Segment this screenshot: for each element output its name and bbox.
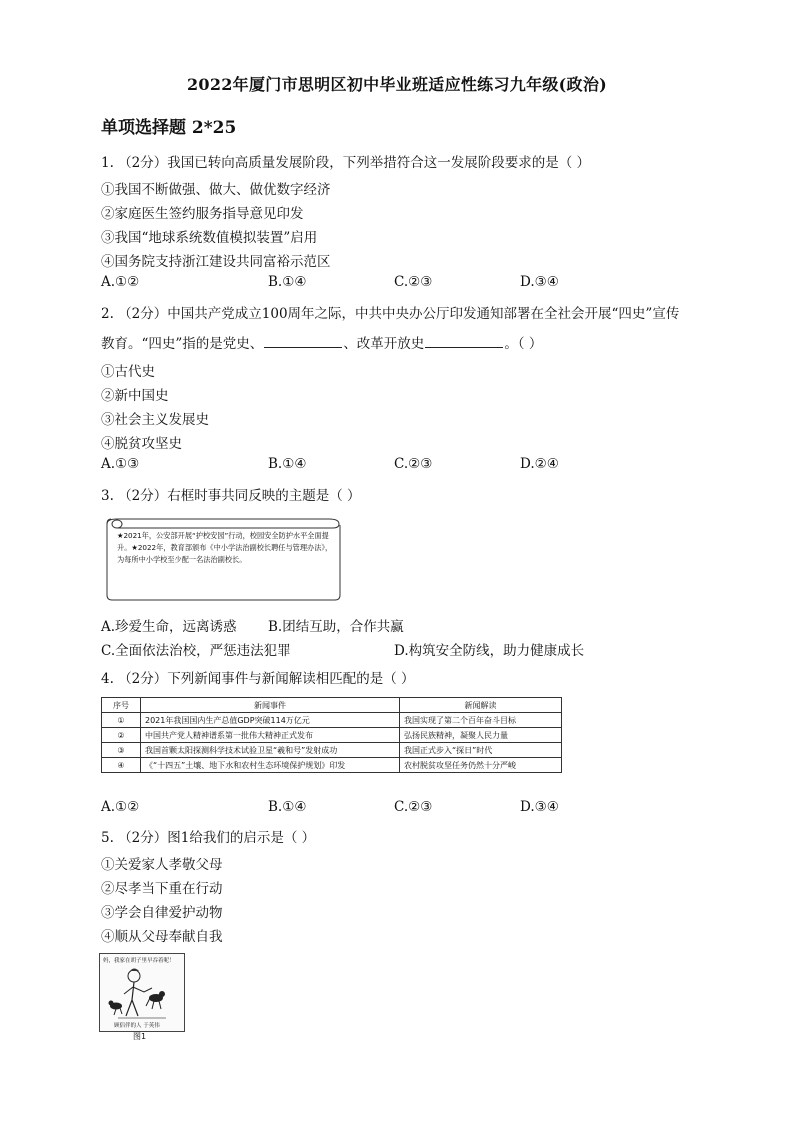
q2-blank-1[interactable] bbox=[264, 335, 342, 348]
scroll-news-text: ★2021年，公安部开展“护校安园”行动，校园安全防护水平全面提升。★2022年，教育部颁布《中小学法治副校长聘任与管理办法》，为每所中小学校至少配一名法治副校长。 bbox=[117, 531, 333, 564]
header-event: 新闻事件 bbox=[141, 698, 400, 713]
q4-option-d[interactable]: D.③④ bbox=[520, 799, 559, 815]
row-index: ③ bbox=[102, 743, 141, 758]
q2-option-a[interactable]: A.①③ bbox=[101, 456, 140, 472]
q2-blank-2[interactable] bbox=[425, 335, 503, 348]
q1-item: ①我国不断做强、做大、做优数字经济 bbox=[101, 182, 331, 198]
q3-option-d[interactable]: D.构筑安全防线，助力健康成长 bbox=[394, 643, 585, 659]
q4-option-c[interactable]: C.②③ bbox=[394, 799, 433, 815]
q2-stem-line2 bbox=[101, 332, 542, 352]
q2-stem-part: 。（ ） bbox=[504, 336, 543, 352]
row-event: 我国首颗太阳探测科学技术试验卫星“羲和号”发射成功 bbox=[141, 743, 400, 758]
q5-item: ②尽孝当下重在行动 bbox=[101, 881, 223, 897]
page-title: 2022年厦门市思明区初中毕业班适应性练习九年级(政治) bbox=[186, 75, 608, 94]
header-interpretation: 新闻解读 bbox=[400, 698, 562, 713]
table-row bbox=[102, 743, 562, 758]
row-event: 《“十四五”土壤、地下水和农村生态环境保护规划》印发 bbox=[141, 758, 400, 773]
q3-option-b[interactable]: B.团结互助，合作共赢 bbox=[268, 619, 404, 635]
table-header-row bbox=[102, 698, 562, 713]
cartoon-caption: 妈，我家在胡子里早吞着呢！ bbox=[103, 958, 175, 964]
q1-option-c[interactable]: C.②③ bbox=[394, 274, 433, 290]
q3-option-c[interactable]: C.全面依法治校，严惩违法犯罪 bbox=[101, 643, 291, 659]
cartoon-figure bbox=[99, 953, 185, 1032]
q1-option-a[interactable]: A.①② bbox=[101, 274, 140, 290]
q4-option-a[interactable]: A.①② bbox=[101, 799, 140, 815]
cartoon-footer: 顾侣伴的人 于英伟 bbox=[114, 1023, 160, 1029]
q2-item: ④脱贫攻坚史 bbox=[101, 436, 182, 452]
q4-option-b[interactable]: B.①④ bbox=[268, 799, 307, 815]
section-heading: 单项选择题 2*25 bbox=[101, 118, 237, 138]
q1-stem: 1. （2分）我国已转向高质量发展阶段，下列举措符合这一发展阶段要求的是（ ） bbox=[101, 155, 591, 171]
q3-stem: 3. （2分）右框时事共同反映的主题是（ ） bbox=[101, 488, 361, 504]
table-row bbox=[102, 728, 562, 743]
q4-stem: 4. （2分）下列新闻事件与新闻解读相匹配的是（ ） bbox=[101, 671, 415, 687]
q2-option-c[interactable]: C.②③ bbox=[394, 456, 433, 472]
q1-option-d[interactable]: D.③④ bbox=[520, 274, 559, 290]
q2-item: ①古代史 bbox=[101, 364, 155, 380]
row-index: ④ bbox=[102, 758, 141, 773]
figure-label: 图1 bbox=[133, 1032, 147, 1041]
row-interpretation: 我国正式步入“探日”时代 bbox=[400, 743, 562, 758]
q2-stem-line1: 2. （2分）中国共产党成立100周年之际，中共中央办公厅印发通知部署在全社会开展“四史”宣传 bbox=[101, 306, 680, 322]
table-row bbox=[102, 758, 562, 773]
q2-stem-part: 、改革开放史 bbox=[343, 336, 425, 352]
header-index: 序号 bbox=[102, 698, 141, 713]
q5-item: ④顺从父母奉献自我 bbox=[101, 929, 223, 945]
row-event: 2021年我国国内生产总值GDP突破114万亿元 bbox=[141, 713, 400, 728]
q3-option-a[interactable]: A.珍爱生命，远离诱惑 bbox=[101, 619, 237, 635]
q1-item: ④国务院支持浙江建设共同富裕示范区 bbox=[101, 254, 331, 270]
row-interpretation: 我国实现了第二个百年奋斗目标 bbox=[400, 713, 562, 728]
row-interpretation: 农村脱贫攻坚任务仍然十分严峻 bbox=[400, 758, 562, 773]
q5-item: ①关爱家人孝敬父母 bbox=[101, 857, 223, 873]
news-scroll-box bbox=[103, 515, 343, 603]
q5-stem: 5. （2分）图1给我们的启示是（ ） bbox=[101, 830, 316, 846]
cartoon-illustration-icon bbox=[100, 954, 184, 1031]
news-table bbox=[101, 697, 562, 773]
row-index: ② bbox=[102, 728, 141, 743]
table-row bbox=[102, 713, 562, 728]
q2-item: ②新中国史 bbox=[101, 388, 169, 404]
q2-option-b[interactable]: B.①④ bbox=[268, 456, 307, 472]
row-interpretation: 弘扬民族精神，凝聚人民力量 bbox=[400, 728, 562, 743]
q2-option-d[interactable]: D.②④ bbox=[520, 456, 559, 472]
q2-item: ③社会主义发展史 bbox=[101, 412, 209, 428]
q1-item: ③我国“地球系统数值模拟装置”启用 bbox=[101, 230, 318, 246]
q5-item: ③学会自律爱护动物 bbox=[101, 905, 223, 921]
row-event: 中国共产党人精神谱系第一批伟大精神正式发布 bbox=[141, 728, 400, 743]
row-index: ① bbox=[102, 713, 141, 728]
q2-stem-part: 教育。“四史”指的是党史、 bbox=[101, 336, 264, 352]
q1-item: ②家庭医生签约服务指导意见印发 bbox=[101, 206, 304, 222]
q1-option-b[interactable]: B.①④ bbox=[268, 274, 307, 290]
